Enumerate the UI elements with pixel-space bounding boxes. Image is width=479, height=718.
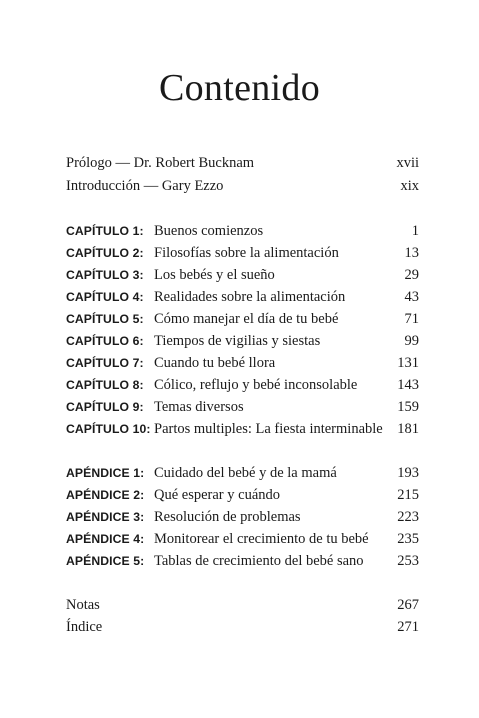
toc-entry-title: Introducción — Gary Ezzo: [66, 178, 224, 194]
toc-entry-label: CAPÍTULO 9:: [66, 400, 144, 414]
toc-entry-label: CAPÍTULO 5:: [66, 312, 144, 326]
toc-entry-label: CAPÍTULO 6:: [66, 334, 144, 348]
toc-appendix-item: [66, 462, 419, 484]
toc-chapter-item: [66, 242, 419, 264]
toc-page-number: 29: [404, 267, 419, 283]
toc-entry-title: Cómo manejar el día de tu bebé: [154, 311, 339, 327]
toc-page-number: 71: [404, 311, 419, 327]
page-title: Contenido: [158, 67, 321, 109]
toc-entry-label: CAPÍTULO 8:: [66, 378, 144, 392]
toc-entry-title: Cuando tu bebé llora: [154, 355, 276, 371]
toc-entry-title: Notas: [66, 597, 100, 613]
toc-entry-title: Filosofías sobre la alimentación: [154, 245, 339, 261]
toc-entry-title: Realidades sobre la alimentación: [154, 289, 346, 305]
toc-back-item: [66, 594, 419, 616]
toc-entry-label: CAPÍTULO 7:: [66, 356, 144, 370]
toc-page-number: 253: [397, 553, 419, 569]
toc-page-number: 159: [397, 399, 419, 415]
toc-chapter-item: [66, 418, 419, 440]
toc-page-number: 223: [397, 509, 419, 525]
toc-chapter-item: [66, 220, 419, 242]
toc-page-number: 13: [404, 245, 419, 261]
toc-page-number: 181: [397, 421, 419, 437]
toc-chapter-item: [66, 352, 419, 374]
toc-appendix-item: [66, 550, 419, 572]
toc-page-number: xix: [400, 178, 419, 194]
toc-page-number: xvii: [396, 155, 419, 171]
toc-entry-title: Cólico, reflujo y bebé inconsolable: [154, 377, 358, 393]
toc-entry-title: Tiempos de vigilias y siestas: [154, 333, 321, 349]
toc-front-item: [66, 152, 419, 174]
toc-entry-title: Prólogo — Dr. Robert Bucknam: [66, 155, 255, 171]
toc-chapter-item: [66, 330, 419, 352]
toc-entry-title: Buenos comienzos: [154, 223, 264, 239]
toc-entry-title: Qué esperar y cuándo: [154, 487, 281, 503]
toc-entry-title: Los bebés y el sueño: [154, 267, 275, 283]
toc-entry-label: CAPÍTULO 3:: [66, 268, 144, 282]
toc-entry-title: Resolución de problemas: [154, 509, 301, 525]
toc-chapter-item: [66, 374, 419, 396]
toc-page-number: 235: [397, 531, 419, 547]
toc-entry-label: CAPÍTULO 4:: [66, 290, 144, 304]
toc-entry-title: Monitorear el crecimiento de tu bebé: [154, 531, 369, 547]
toc-page-number: 267: [397, 597, 419, 613]
toc-appendix-item: [66, 506, 419, 528]
toc-entry-label: APÉNDICE 5:: [66, 554, 145, 568]
toc-entry-title: Partos multiples: La fiesta interminable: [154, 421, 383, 437]
toc-chapter-item: [66, 264, 419, 286]
toc-back-item: [66, 616, 419, 638]
toc-appendix-item: [66, 528, 419, 550]
toc-page-number: 99: [404, 333, 419, 349]
toc-front-item: [66, 175, 419, 197]
toc-chapter-item: [66, 308, 419, 330]
toc-entry-title: Temas diversos: [154, 399, 244, 415]
toc-entry-label: CAPÍTULO 2:: [66, 246, 144, 260]
toc-page-number: 131: [397, 355, 419, 371]
toc-chapter-item: [66, 286, 419, 308]
toc-entry-title: Cuidado del bebé y de la mamá: [154, 465, 337, 481]
toc-entry-title: Índice: [66, 619, 103, 635]
toc-entry-label: APÉNDICE 3:: [66, 510, 145, 524]
toc-entry-title: Tablas de crecimiento del bebé sano: [154, 553, 364, 569]
toc-chapter-item: [66, 396, 419, 418]
toc-page-number: 215: [397, 487, 419, 503]
toc-page-number: 143: [397, 377, 419, 393]
toc-entry-label: APÉNDICE 1:: [66, 466, 145, 480]
toc-entry-label: APÉNDICE 4:: [66, 532, 145, 546]
toc-appendix-item: [66, 484, 419, 506]
toc-page-number: 193: [397, 465, 419, 481]
toc-entry-label: CAPÍTULO 1:: [66, 224, 144, 238]
toc-page-number: 271: [397, 619, 419, 635]
toc-page-number: 1: [411, 223, 419, 239]
toc-entry-label: APÉNDICE 2:: [66, 488, 145, 502]
toc-entry-label: CAPÍTULO 10:: [66, 422, 151, 436]
toc-page-number: 43: [404, 289, 419, 305]
